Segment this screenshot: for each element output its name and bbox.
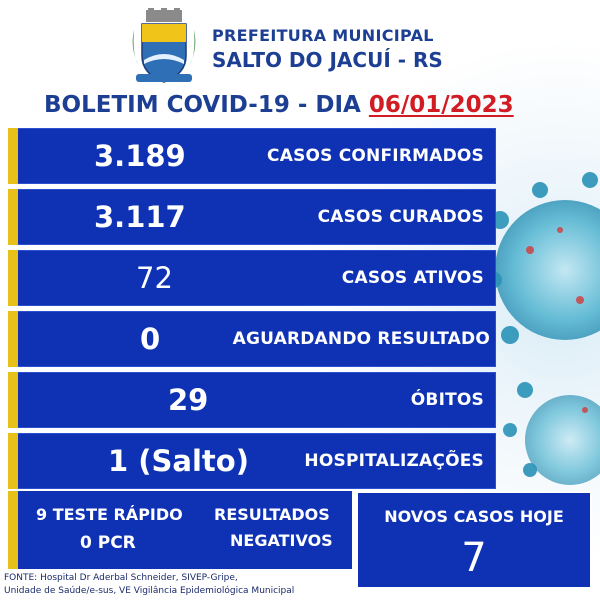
negative-results-label-line2: NEGATIVOS xyxy=(230,531,333,550)
rapid-test-count: 9 TESTE RÁPIDO xyxy=(36,505,183,524)
active-cases-row xyxy=(8,250,496,306)
recovered-cases-value: 3.117 xyxy=(94,200,186,234)
source-note xyxy=(4,572,294,598)
row-accent xyxy=(8,250,18,306)
confirmed-cases-value: 3.189 xyxy=(94,139,186,173)
bulletin-title xyxy=(44,92,514,118)
awaiting-results-value: 0 xyxy=(140,322,161,356)
prefecture-title: PREFEITURA MUNICIPAL xyxy=(212,26,434,45)
box-accent xyxy=(8,491,18,569)
negative-results-label-line1: RESULTADOS xyxy=(214,505,330,524)
new-cases-value: 7 xyxy=(461,535,487,581)
hospitalizations-label: HOSPITALIZAÇÕES xyxy=(304,451,484,471)
confirmed-cases-row xyxy=(8,128,496,184)
municipal-coat-of-arms xyxy=(128,8,200,88)
deaths-value: 29 xyxy=(168,383,209,417)
bulletin-date: 06/01/2023 xyxy=(368,92,514,118)
city-title: SALTO DO JACUÍ - RS xyxy=(212,48,443,72)
confirmed-cases-label: CASOS CONFIRMADOS xyxy=(267,146,484,166)
awaiting-results-label: AGUARDANDO RESULTADO xyxy=(232,329,490,349)
source-line1: FONTE: Hospital Dr Aderbal Schneider, SIVEP-Gripe, xyxy=(4,573,238,583)
row-accent xyxy=(8,128,18,184)
bulletin-prefix: BOLETIM COVID-19 - DIA xyxy=(44,92,369,118)
row-accent xyxy=(8,372,18,428)
source-line2: Unidade de Saúde/e-sus, VE Vigilância Epidemiológica Municipal xyxy=(4,586,295,596)
awaiting-results-row xyxy=(8,311,496,367)
row-accent xyxy=(8,433,18,489)
new-cases-label: NOVOS CASOS HOJE xyxy=(384,507,564,526)
hospitalizations-row xyxy=(8,433,496,489)
deaths-label: ÓBITOS xyxy=(410,390,484,410)
recovered-cases-row xyxy=(8,189,496,245)
deaths-row xyxy=(8,372,496,428)
row-accent xyxy=(8,311,18,367)
recovered-cases-label: CASOS CURADOS xyxy=(317,207,484,227)
row-accent xyxy=(8,189,18,245)
new-cases-box xyxy=(356,491,592,589)
active-cases-value: 72 xyxy=(136,261,173,295)
negative-results-box xyxy=(8,491,352,569)
active-cases-label: CASOS ATIVOS xyxy=(341,268,484,288)
pcr-count: 0 PCR xyxy=(80,533,136,553)
hospitalizations-value: 1 (Salto) xyxy=(108,444,249,478)
